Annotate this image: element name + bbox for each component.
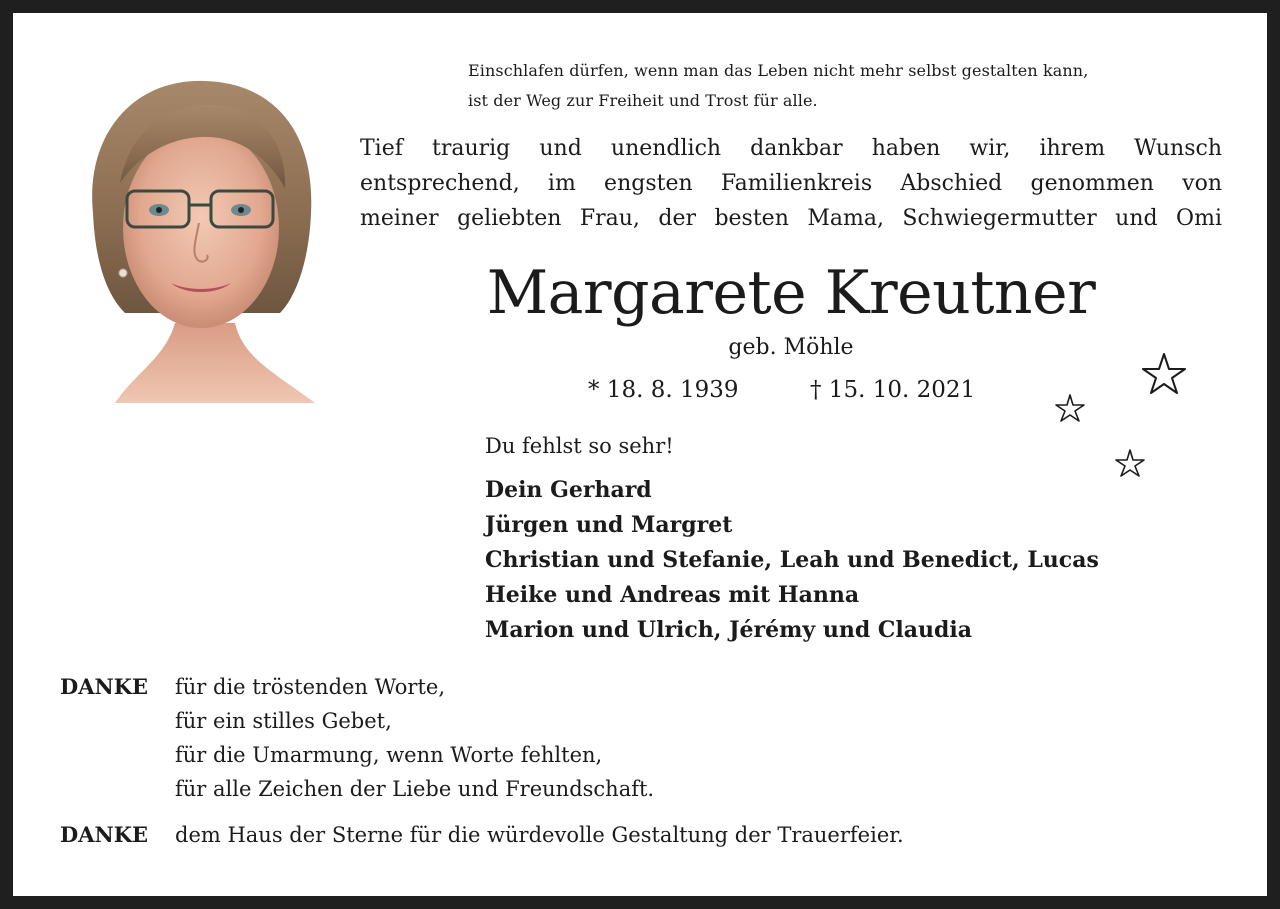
family-member: Marion und Ulrich, Jérémy und Claudia [485, 617, 972, 643]
maiden-name: geb. Möhle [728, 335, 854, 360]
thanks-row [60, 818, 1240, 852]
deceased-name: Margarete Kreutner [486, 258, 1096, 328]
motto-line: Einschlafen dürfen, wenn man das Leben nicht mehr selbst gestalten kann, [468, 61, 1089, 80]
family-member: Christian und Stefanie, Leah und Benedict, Lucas [485, 547, 1099, 573]
thanks-word: DANKE [60, 674, 148, 699]
intro-line: entsprechend, im engsten Familienkreis Abschied genommen von [360, 171, 1222, 196]
thanks-line: dem Haus der Sterne für die würdevolle Gestaltung der Trauerfeier. [175, 823, 904, 847]
thanks-lines [175, 670, 1240, 806]
missed-line: Du fehlst so sehr! [485, 434, 674, 458]
thanks-line: für die Umarmung, wenn Worte fehlten, [175, 743, 603, 767]
motto-line: ist der Weg zur Freiheit und Trost für alle. [468, 91, 818, 110]
thanks-block-second [60, 818, 1240, 852]
star-icon [1143, 354, 1185, 393]
decorative-stars [1048, 348, 1198, 488]
intro-line: Tief traurig und unendlich dankbar haben wir, ihrem Wunsch [360, 136, 1222, 161]
family-member: Jürgen und Margret [485, 512, 733, 538]
obituary-notice [13, 13, 1267, 896]
star-icon [1116, 450, 1144, 476]
birth-date: * 18. 8. 1939 [588, 377, 739, 403]
family-list [485, 473, 1099, 648]
family-member: Heike und Andreas mit Hanna [485, 582, 860, 608]
thanks-row [60, 670, 1240, 806]
death-date: † 15. 10. 2021 [810, 377, 976, 403]
thanks-block [60, 670, 1240, 806]
intro-line: meiner geliebten Frau, der besten Mama, Schwiegermutter und Omi [360, 206, 1222, 231]
motto-quote [468, 56, 1228, 116]
thanks-line: für alle Zeichen der Liebe und Freundschaft. [175, 777, 655, 801]
thanks-word: DANKE [60, 822, 148, 847]
thanks-line: für die tröstenden Worte, [175, 675, 446, 699]
intro-text [360, 131, 1222, 236]
star-icon [1056, 395, 1084, 421]
family-member: Dein Gerhard [485, 477, 652, 503]
portrait-photo [75, 73, 327, 403]
thanks-line: für ein stilles Gebet, [175, 709, 392, 733]
